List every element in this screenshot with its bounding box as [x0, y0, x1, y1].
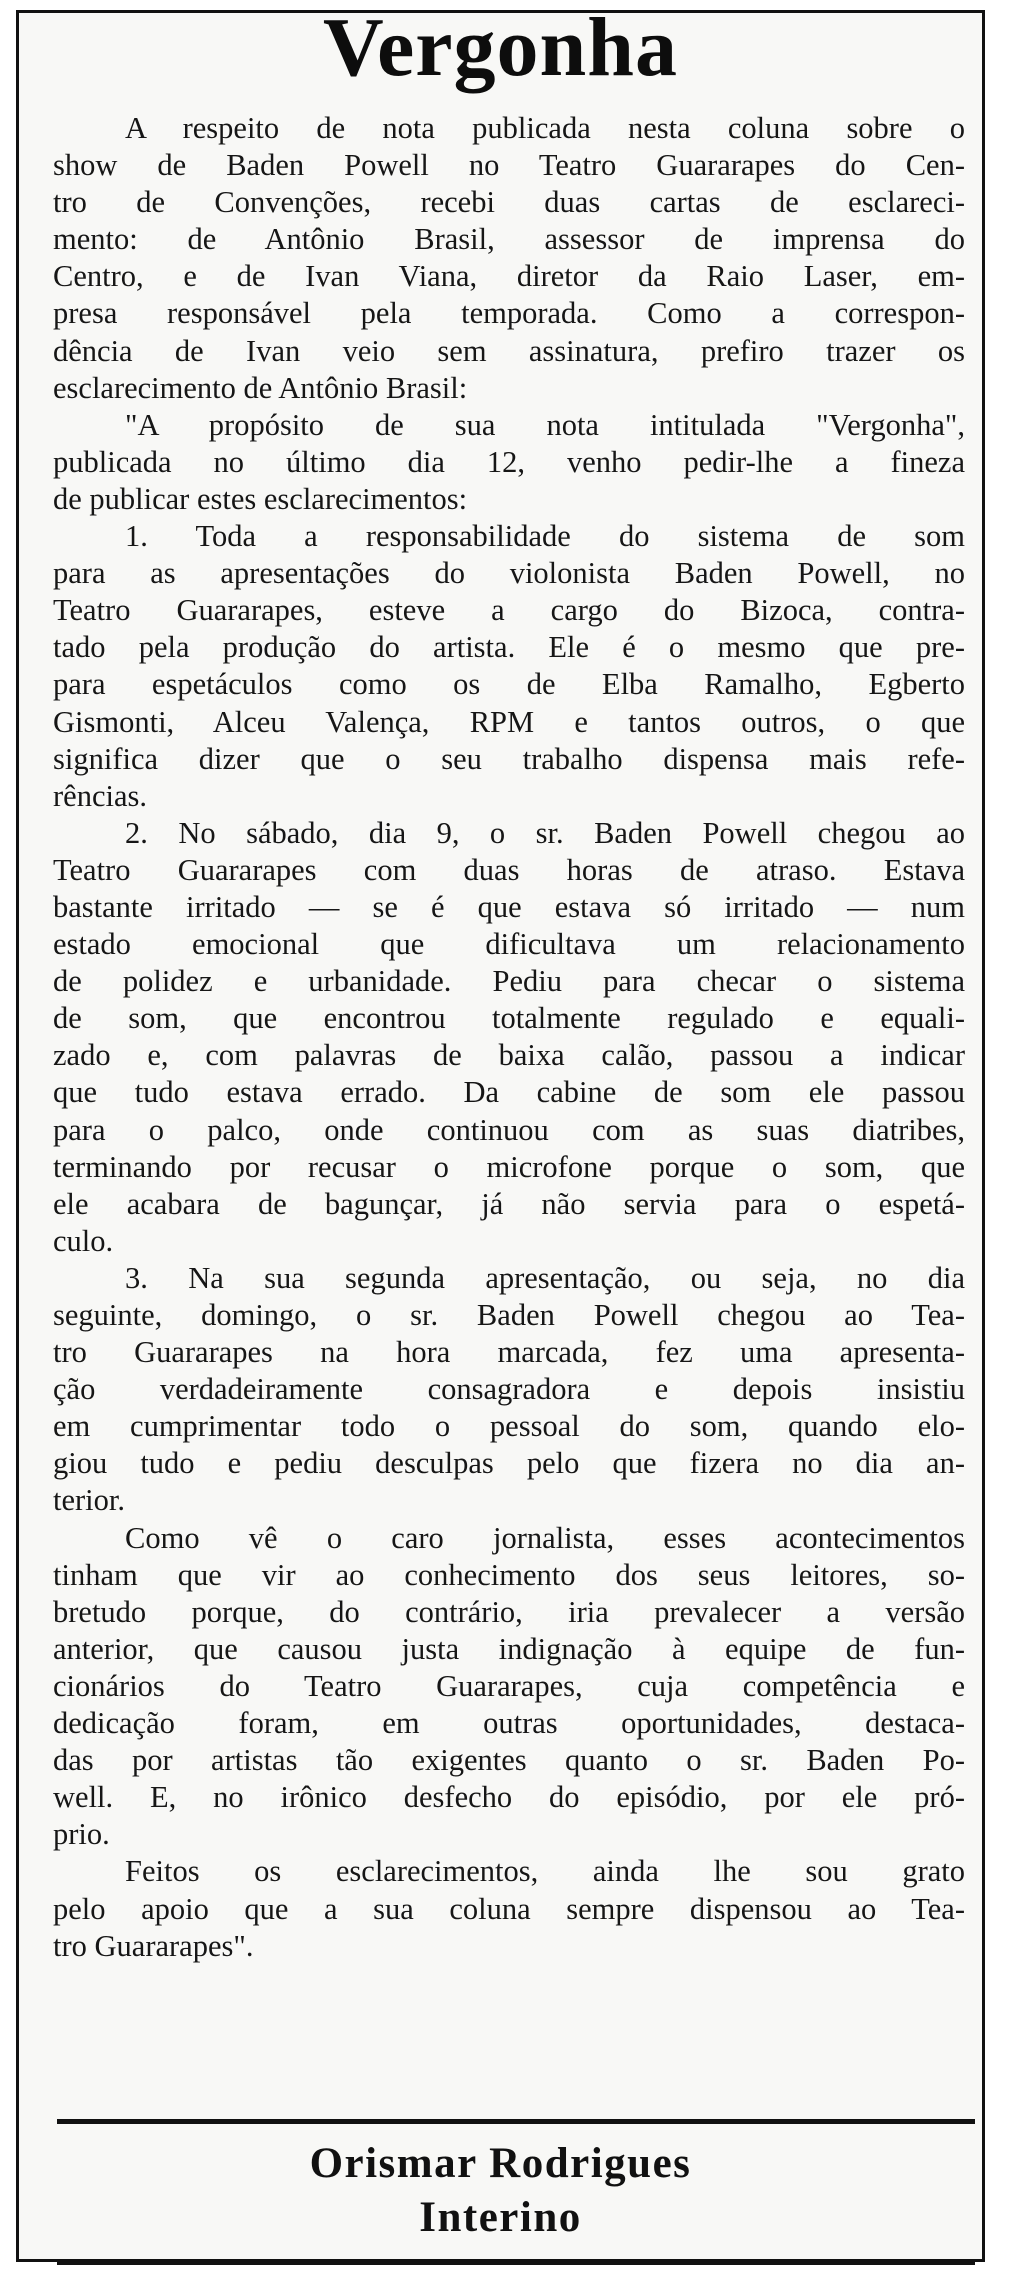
article-line: pelo apoio que a sua coluna sempre dispensou ao Tea- — [53, 1891, 965, 1926]
article-line: das por artistas tão exigentes quanto o sr. Baden Po- — [53, 1743, 965, 1778]
article-line: 2. No sábado, dia 9, o sr. Baden Powell chegou ao — [125, 815, 965, 850]
article-line: anterior, que causou justa indignação à equipe de fun- — [53, 1631, 965, 1666]
article-line: "A propósito de sua nota intitulada "Vergonha", — [125, 407, 965, 442]
article-line: Como vê o caro jornalista, esses acontecimentos — [125, 1520, 965, 1555]
article-line: ção verdadeiramente consagradora e depois insistiu — [53, 1372, 965, 1407]
article-line: 1. Toda a responsabilidade do sistema de som — [125, 519, 965, 554]
article-line: terminando por recusar o microfone porque o som, que — [53, 1149, 965, 1184]
article-line: tinham que vir ao conhecimento dos seus leitores, so- — [53, 1557, 965, 1592]
article-body — [53, 110, 965, 1965]
article-line: Teatro Guararapes, esteve a cargo do Bizoca, contra- — [53, 593, 965, 628]
article-line: publicada no último dia 12, venho pedir-lhe a fineza — [53, 444, 965, 479]
article-line: tro de Convenções, recebi duas cartas de esclareci- — [53, 185, 965, 220]
article-line: Centro, e de Ivan Viana, diretor da Raio Laser, em- — [53, 259, 965, 294]
article-line: zado e, com palavras de baixa calão, passou a indicar — [53, 1038, 965, 1073]
article-line: em cumprimentar todo o pessoal do som, quando elo- — [53, 1409, 965, 1444]
article-line: de publicar estes esclarecimentos: — [53, 481, 468, 516]
article-line: seguinte, domingo, o sr. Baden Powell chegou ao Tea- — [53, 1298, 965, 1332]
article-line: de som, que encontrou totalmente regulado e equali- — [53, 1001, 965, 1036]
article-line: bastante irritado — se é que estava só irritado — num — [53, 889, 965, 924]
article-line: que tudo estava errado. Da cabine de som ele passou — [53, 1075, 965, 1110]
headline: Vergonha — [323, 1, 678, 94]
article-line: Gismonti, Alceu Valença, RPM e tantos outros, o que — [53, 704, 965, 739]
article-line: 3. Na sua segunda apresentação, ou seja, no dia — [125, 1260, 965, 1295]
article-line: tro Guararapes na hora marcada, fez uma apresenta- — [53, 1335, 965, 1370]
byline-role: Interino — [419, 2194, 582, 2241]
article-line: Feitos os esclarecimentos, ainda lhe sou grato — [125, 1854, 965, 1889]
article-line: cionários do Teatro Guararapes, cuja competência e — [53, 1668, 965, 1703]
article-line: esclarecimento de Antônio Brasil: — [53, 370, 468, 405]
article-line: rências. — [53, 778, 147, 813]
article-line: bretudo porque, do contrário, iria prevalecer a versão — [53, 1594, 965, 1629]
article-line: significa dizer que o seu trabalho dispensa mais refe- — [53, 741, 965, 776]
article-line: dência de Ivan veio sem assinatura, prefiro trazer os — [53, 333, 965, 368]
article-line: prio. — [53, 1817, 110, 1852]
article-line: ele acabara de bagunçar, já não servia para o espetá- — [53, 1186, 965, 1221]
article-line: tro Guararapes". — [53, 1928, 254, 1963]
article-line: A respeito de nota publicada nesta coluna sobre o — [125, 111, 965, 145]
article-line: para o palco, onde continuou com as suas diatribes, — [53, 1112, 965, 1147]
byline-bottom-rule — [57, 2260, 975, 2265]
article-line: presa responsável pela temporada. Como a correspon- — [53, 296, 965, 331]
article-line: de polidez e urbanidade. Pediu para checar o sistema — [53, 964, 965, 999]
article-line: giou tudo e pediu desculpas pelo que fizera no dia an- — [53, 1446, 965, 1481]
article-line: para as apresentações do violonista Baden Powell, no — [53, 556, 965, 591]
newspaper-clipping — [16, 1, 985, 2262]
article-line: Teatro Guararapes com duas horas de atraso. Estava — [53, 852, 965, 887]
article-line: well. E, no irônico desfecho do episódio, por ele pró- — [53, 1780, 965, 1815]
article-line: terior. — [53, 1483, 125, 1518]
article-line: culo. — [53, 1223, 114, 1258]
byline-name: Orismar Rodrigues — [309, 2140, 692, 2187]
article-line: show de Baden Powell no Teatro Guararapes do Cen- — [53, 148, 965, 183]
article-line: estado emocional que dificultava um relacionamento — [53, 927, 965, 962]
article-line: dedicação foram, em outras oportunidades, destaca- — [53, 1706, 965, 1741]
byline-top-rule — [57, 2119, 975, 2124]
article-line: mento: de Antônio Brasil, assessor de imprensa do — [53, 222, 965, 257]
article-line: para espetáculos como os de Elba Ramalho, Egberto — [53, 667, 965, 702]
article-line: tado pela produção do artista. Ele é o mesmo que pre- — [53, 630, 965, 665]
